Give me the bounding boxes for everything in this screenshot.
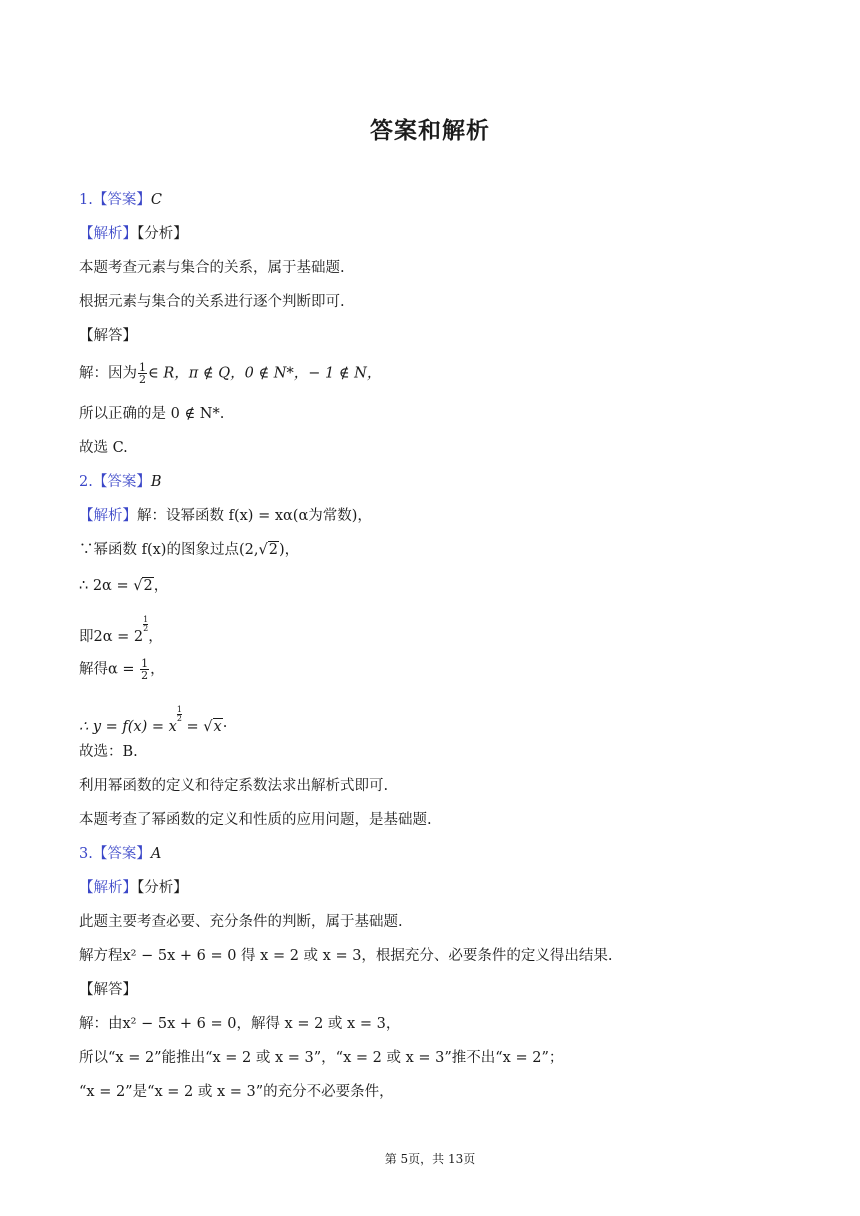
q3-answer: A [150,846,162,862]
q3-line-4: 所以“x = 2”能推出“x = 2 或 x = 3”，“x = 2 或 x = 3”推不出“x = 2”； [79,1050,564,1066]
q2-exp-den: 2 [143,624,149,633]
q2-line-5-suffix: ， [150,661,165,678]
q3-analysis-header [79,878,188,898]
q2-answer-line [79,472,162,492]
q2-line-2-prefix: ∵幂函数 f(x)的图象过点(2, [79,542,259,558]
q2-line-7: 故选：B. [79,744,138,760]
q2-l5-den: 2 [141,669,149,682]
q2-line-2 [79,540,299,560]
q2-line-4-prefix: 即 [79,629,94,645]
q1-number: 1. [79,192,93,208]
q3-analysis-tag: 【解析】 [79,880,137,896]
q2-line-9: 本题考查了幂函数的定义和性质的应用问题，是基础题. [79,812,432,828]
q1-half-fraction [138,362,147,385]
q3-fenxi-tag: 【分析】 [137,880,188,896]
q2-line-1-text: 解：设幂函数 f(x) = xα(α为常数)， [137,508,372,524]
q2-line-6-mid: = [181,719,204,735]
q1-line-1: 本题考查元素与集合的关系，属于基础题. [79,260,345,276]
q2-line-8: 利用幂函数的定义和待定系数法求出解析式即可. [79,778,389,794]
q1-line-3 [79,362,381,385]
q2-answer-tag: 【答案】 [92,474,151,490]
q2-sqrt-2b: √2 [133,578,153,594]
q2-line-6-suffix: · [222,719,228,735]
q2-line-4 [79,616,163,647]
q1-half-den: 2 [139,373,146,386]
q1-jieda-tag: 【解答】 [79,328,137,344]
q1-fenxi-tag: 【分析】 [137,226,188,242]
q2-line-5-prefix: 解得α = [79,661,140,678]
q1-answer-tag: 【答案】 [92,192,151,208]
q1-half-num: 1 [139,361,146,374]
q3-line-1: 此题主要考查必要、充分条件的判断，属于基础题. [79,914,403,930]
q2-alpha-fraction [140,658,149,681]
q2-answer: B [150,474,162,490]
q2-line-3 [79,576,168,596]
q2-line-3-prefix: ∴ 2α = [79,578,134,594]
q3-line-2: 解方程x² − 5x + 6 = 0 得 x = 2 或 x = 3，根据充分、必要条件的定义得出结果. [79,948,613,964]
q2-l6-exp-num: 1 [176,705,182,714]
q2-line-2-suffix: )， [278,542,300,558]
q2-l6-exp-den: 2 [176,714,182,723]
q3-line-5: “x = 2”是“x = 2 或 x = 3”的充分不必要条件， [79,1084,394,1100]
q1-answer-line [79,190,162,210]
q2-line-3-radicand: 2 [143,578,153,594]
page-title: 答案和解析 [370,118,490,144]
q1-line-3-prefix: 解：因为 [79,365,137,382]
q1-answer: C [150,192,162,208]
q2-sqrt-x: √x [203,719,222,735]
q2-line-6-radicand: x [213,719,222,735]
q1-line-3-rest: ∈ R，π ∉ Q，0 ∉ N*，− 1 ∉ N， [148,365,382,382]
q2-line-3-suffix: ， [153,578,169,594]
q2-sqrt-2: √2 [258,542,278,558]
q2-exp-num: 1 [143,615,149,624]
q2-number: 2. [79,474,93,490]
q2-line-6 [79,706,227,737]
q3-answer-tag: 【答案】 [92,846,151,862]
q3-number: 3. [79,846,93,862]
q2-line-2-radicand: 2 [268,542,278,558]
q2-line-4-suffix: ， [148,629,163,645]
q2-line-6-prefix: ∴ y = f(x) = x [79,719,177,735]
q2-line-4-math: 2α = 2 [93,629,144,645]
q3-line-3: 解：由x² − 5x + 6 = 0，解得 x = 2 或 x = 3， [79,1016,401,1032]
q1-line-4: 所以正确的是 0 ∉ N*. [79,406,225,422]
q2-line-1 [79,506,372,526]
q3-answer-line [79,844,161,864]
q2-line-5 [79,658,165,681]
q3-jieda-tag: 【解答】 [79,982,137,998]
q2-analysis-tag: 【解析】 [79,508,137,524]
q1-line-2: 根据元素与集合的关系进行逐个判断即可. [79,294,345,310]
q2-l5-num: 1 [141,657,149,670]
page-footer: 第 5页，共 13页 [384,1152,476,1166]
q1-line-5: 故选 C. [79,440,128,456]
q1-analysis-tag: 【解析】 [79,226,137,242]
q1-analysis-header [79,224,188,244]
